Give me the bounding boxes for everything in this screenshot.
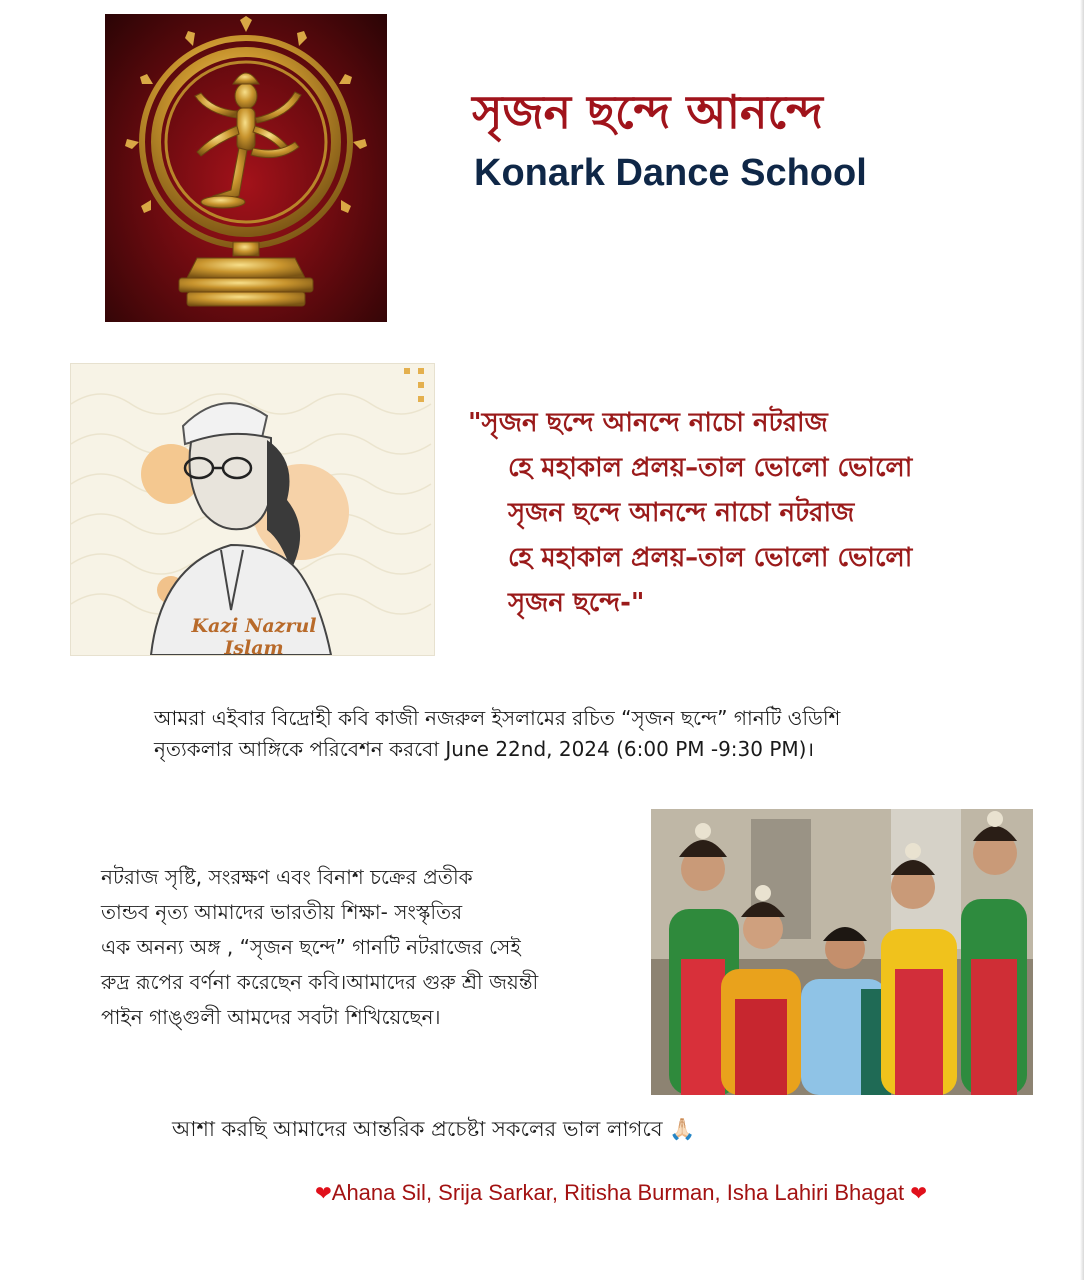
heart-icon: ❤ — [315, 1183, 332, 1205]
closing-text: আশা করছি আমাদের আন্তরিক প্রচেষ্টা সকলের ভাল লাগবে — [172, 1117, 663, 1141]
dancers-photo-illustration — [651, 809, 1033, 1095]
dancers-group-photo — [651, 809, 1033, 1095]
announcement-line: আমরা এইবার বিদ্রোহী কবি কাজী নজরুল ইসলামের রচিত “সৃজন ছন্দে” গানটি ওডিশি — [154, 706, 841, 730]
performer-credits — [315, 1180, 1075, 1206]
description-line: এক অনন্য অঙ্গ , “সৃজন ছন্দে” গানটি নটরাজের সেই — [101, 935, 521, 959]
page-edge — [1080, 0, 1084, 1280]
poem-line: হে মহাকাল প্রলয়–তাল ভোলো ভোলো — [508, 543, 913, 573]
description-line: নটরাজ সৃষ্টি, সংরক্ষণ এবং বিনাশ চক্রের প্রতীক — [101, 865, 473, 889]
description-line: তান্ডব নৃত্য আমাদের ভারতীয় শিক্ষা- সংস্কৃতির — [101, 900, 463, 924]
praying-hands-icon: 🙏🏻 — [669, 1117, 696, 1141]
poem-line: হে মহাকাল প্রলয়–তাল ভোলো ভোলো — [508, 453, 913, 483]
closing-message — [172, 1113, 872, 1148]
heart-icon: ❤ — [910, 1183, 927, 1205]
poem-line: সৃজন ছন্দে আনন্দে নাচো নটরাজ — [508, 498, 855, 528]
poem-line: "সৃজন ছন্দে আনন্দে নাচো নটরাজ — [468, 408, 828, 438]
nazrul-portrait-card — [71, 364, 434, 655]
description-line: রুদ্র রূপের বর্ণনা করেছেন কবি।আমাদের গুরু শ্রী জয়ন্তী — [101, 970, 539, 994]
nataraja-image — [105, 14, 387, 322]
page-title-english: Konark Dance School — [474, 152, 867, 194]
performer-names: Ahana Sil, Srija Sarkar, Ritisha Burman, Isha Lahiri Bhagat — [331, 1180, 905, 1205]
dance-description — [101, 860, 649, 1035]
page-title-bengali: সৃজন ছন্দে আনন্দে — [472, 85, 823, 139]
event-announcement — [154, 703, 1024, 765]
description-line: পাইন গাঙ্গুলী আমদের সবটা শিখিয়েছেন। — [101, 1005, 441, 1029]
portrait-caption: Kazi Nazrul Islam — [191, 615, 317, 655]
nazrul-portrait-illustration — [71, 364, 434, 655]
poem-block — [468, 401, 1028, 626]
nataraja-illustration — [105, 14, 387, 322]
announcement-line: নৃত্যকলার আঙ্গিকে পরিবেশন করবো June 22nd, 2024 (6:00 PM -9:30 PM)। — [154, 737, 815, 761]
poem-line: সৃজন ছন্দে-" — [508, 588, 645, 618]
